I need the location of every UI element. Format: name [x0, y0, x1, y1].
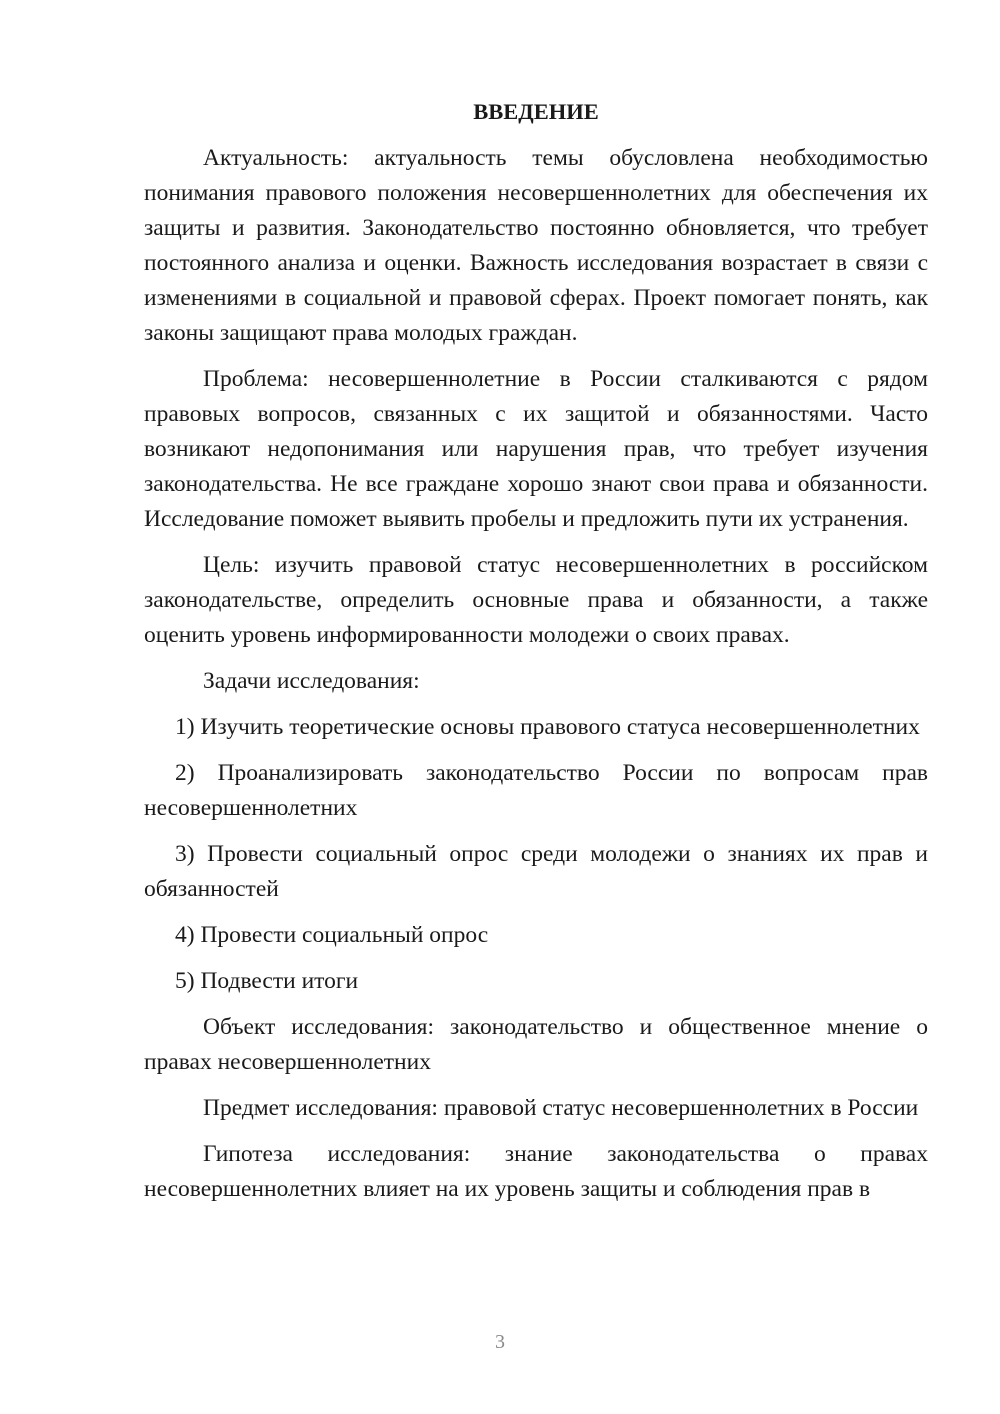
page-content [144, 94, 928, 1207]
task-item-1: 1) Изучить теоретические основы правового статуса несовершеннолетних [175, 714, 920, 740]
task-item-5: 5) Подвести итоги [175, 968, 359, 994]
task-item-2: 2) Проанализировать законодательство России по вопросам прав несовершеннолетних [144, 760, 928, 821]
task-item-3: 3) Провести социальный опрос среди молодежи о знаниях их прав и обязанностей [144, 841, 928, 902]
object-paragraph: Объект исследования: законодательство и общественное мнение о правах несовершеннолетних [144, 1014, 928, 1075]
subject-paragraph: Предмет исследования: правовой статус несовершеннолетних в России [203, 1095, 919, 1121]
relevance-paragraph: Актуальность: актуальность темы обусловлена необходимостью понимания правового положения несовершеннолетних для обеспечения их защиты и развития. Законодательство постоянно обновляется, что требует постоянного анализа и оценки. Важность исследования возрастает в связи с изменениями в социальной и правовой сферах. Проект помогает понять, как законы защищают права молодых граждан. [144, 145, 928, 346]
page-title: ВВЕДЕНИЕ [473, 99, 599, 124]
goal-paragraph: Цель: изучить правовой статус несовершеннолетних в российском законодательстве, определить основные права и обязанности, а также оценить уровень информированности молодежи о своих правах. [144, 552, 928, 648]
page-number: 3 [495, 1331, 505, 1353]
hypothesis-paragraph: Гипотеза исследования: знание законодательства о правах несовершеннолетних влияет на их уровень защиты и соблюдения прав в [144, 1141, 928, 1202]
tasks-heading: Задачи исследования: [203, 668, 420, 694]
task-item-4: 4) Провести социальный опрос [175, 922, 489, 948]
problem-paragraph: Проблема: несовершеннолетние в России сталкиваются с рядом правовых вопросов, связанных с их защитой и обязанностями. Часто возникают недопонимания или нарушения прав, что требует изучения законодательства. Не все граждане хорошо знают свои права и обязанности. Исследование поможет выявить пробелы и предложить пути их устранения. [144, 366, 928, 532]
